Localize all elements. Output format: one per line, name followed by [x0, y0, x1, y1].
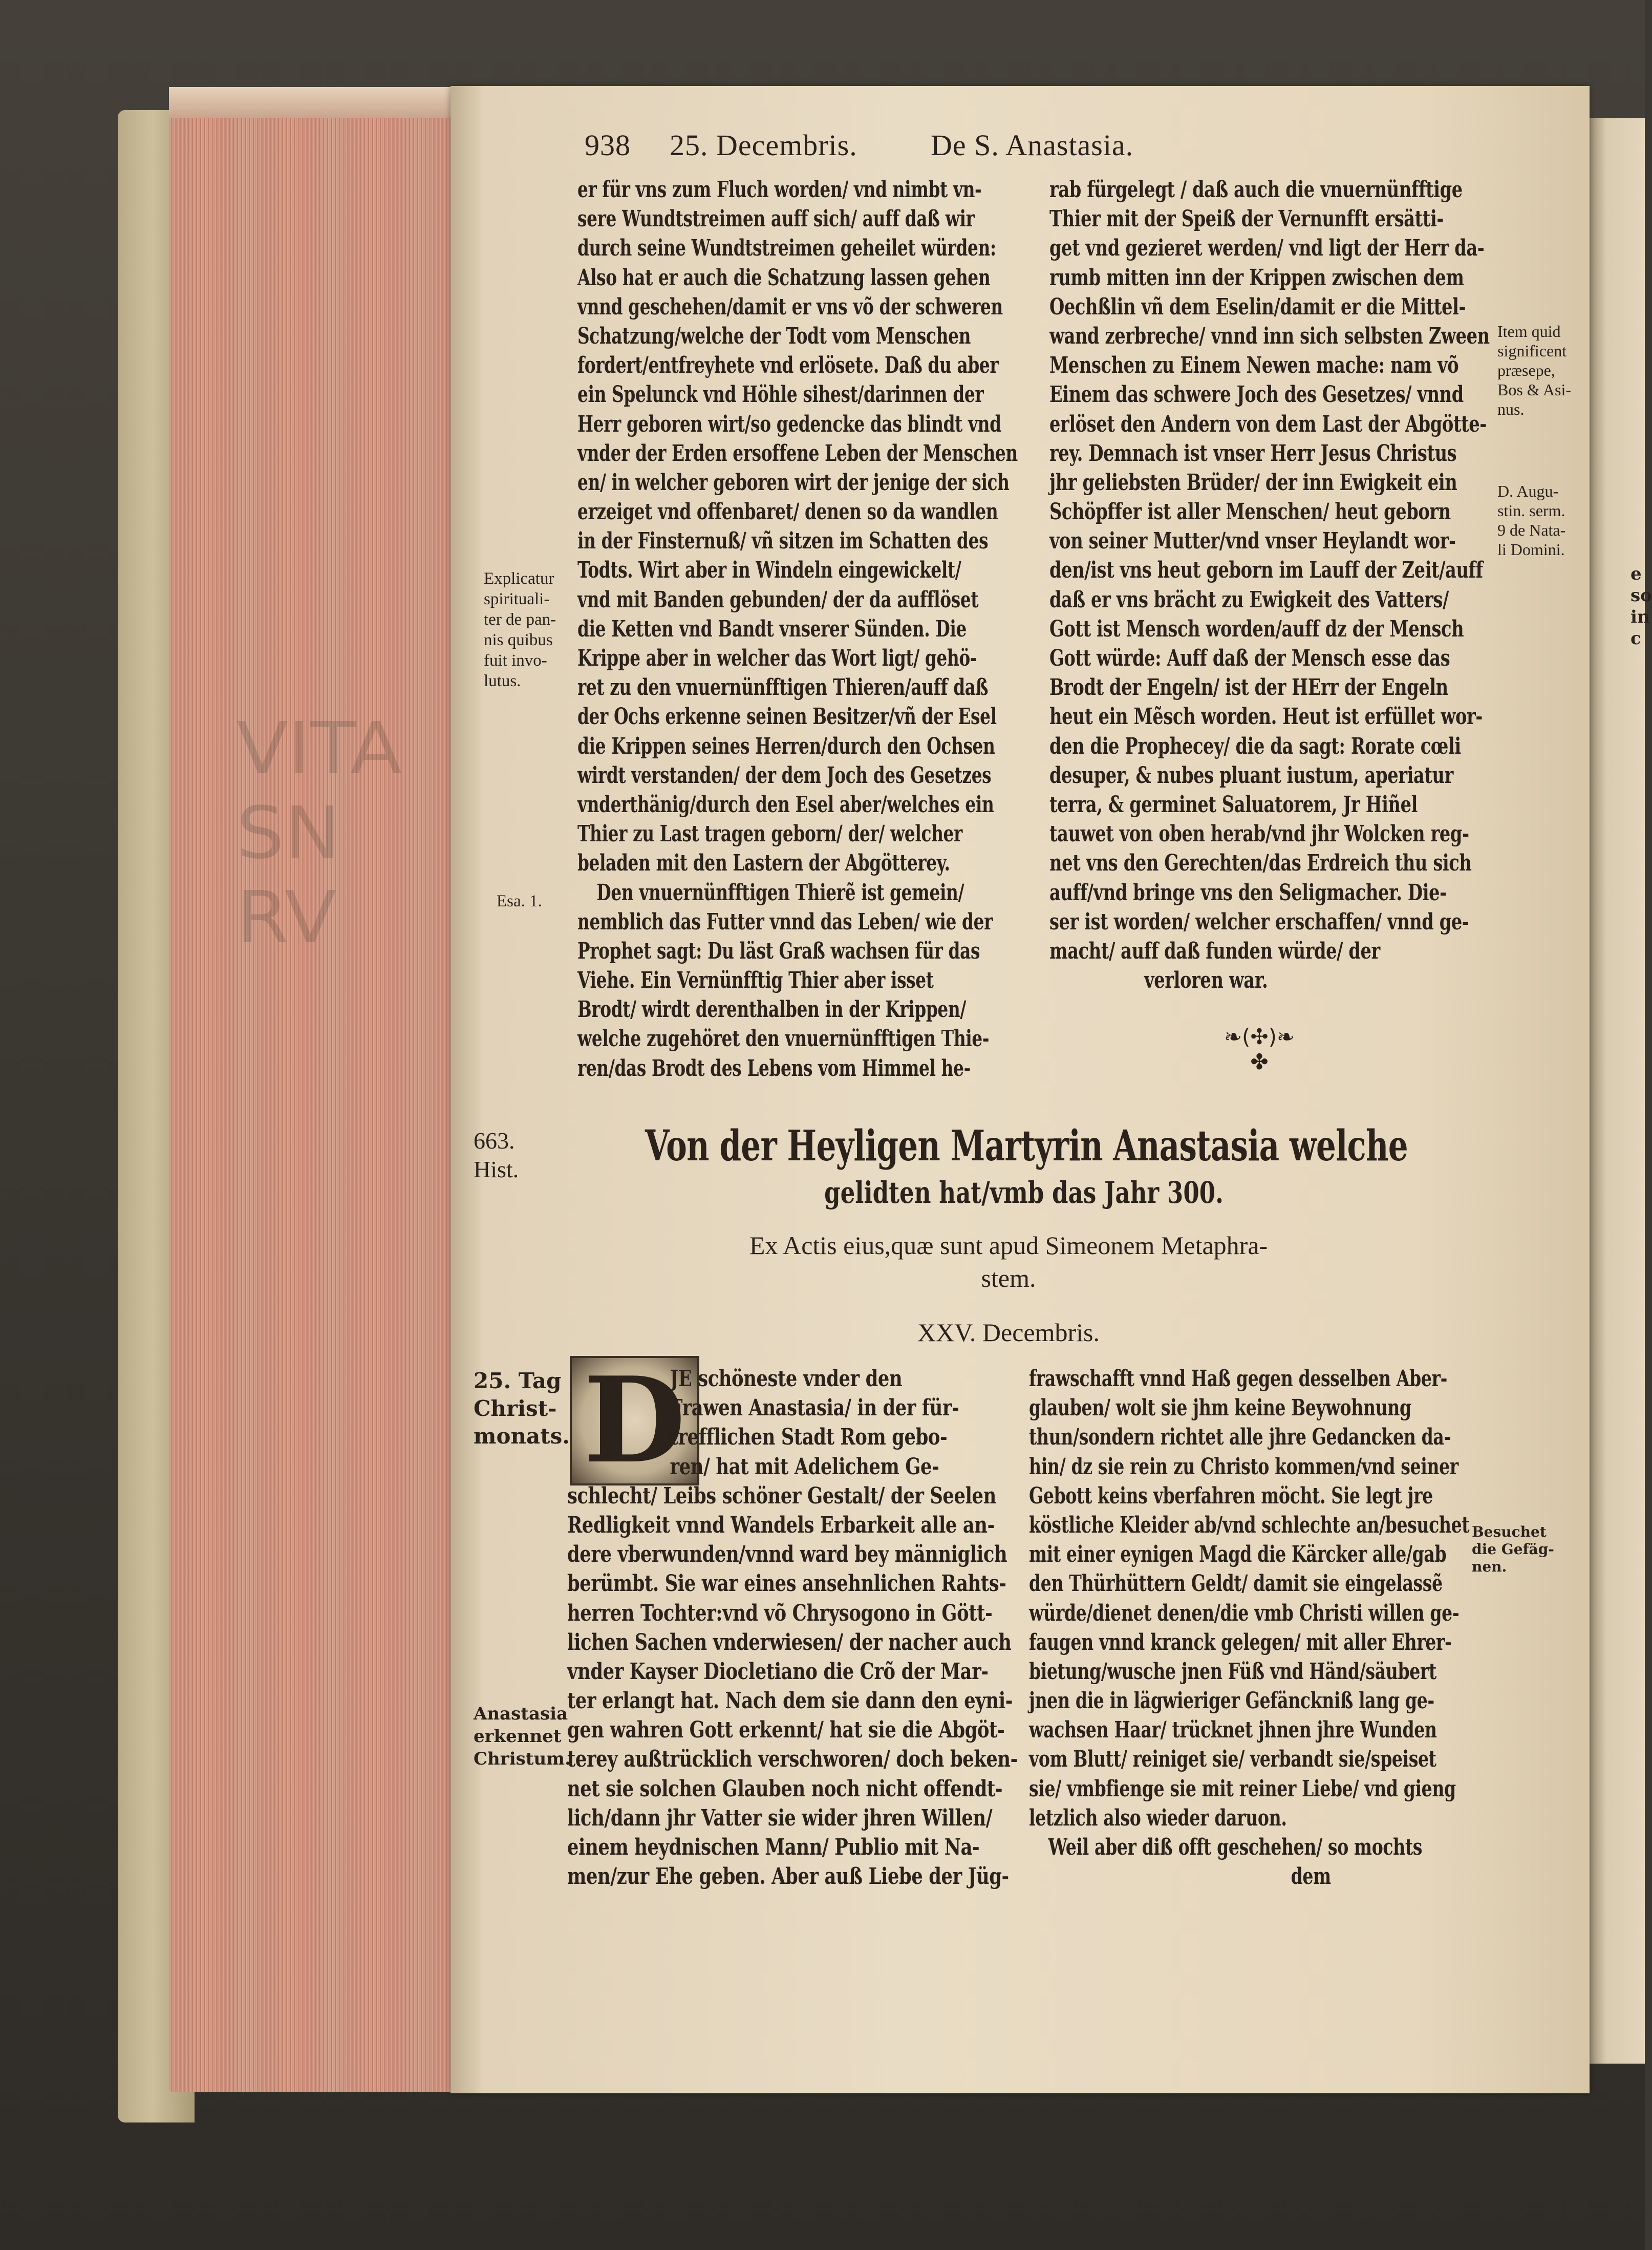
ornament-line: ❧(✣)❧: [1224, 1024, 1295, 1049]
text-line: desuper, & nubes pluant iustum, aperiatur: [1049, 762, 1453, 789]
text-line: Redligkeit vnnd Wandels Erbarkeit alle an-: [567, 1512, 995, 1538]
text-line: durch seine Wundtstreimen geheilet würden:: [577, 235, 996, 262]
margin-note-line: die Gefäg-: [1472, 1541, 1554, 1558]
ornament: [1183, 1024, 1336, 1074]
text-line: Prophet sagt: Du läst Graß wachsen für das: [577, 938, 980, 964]
margin-note-line: D. Augu-: [1497, 482, 1559, 500]
text-line: fordert/entfreyhete vnd erlösete. Daß du aber: [577, 352, 999, 379]
text-line: Krippe aber in welcher das Wort ligt/ gehö-: [577, 645, 977, 671]
text-line: vom Blutt/ reiniget sie/ verbandt sie/speiset: [1029, 1746, 1436, 1773]
text-line: mit einer eynigen Magd die Kärcker alle/gab: [1029, 1541, 1447, 1568]
dropcap-letter: D: [583, 1351, 686, 1490]
text-line: ser ist worden/ welcher erschaffen/ vnnd ge-: [1049, 908, 1469, 935]
margin-note-item-quid: [1497, 322, 1571, 419]
ornament-line: ✤: [1250, 1049, 1269, 1074]
text-line: welche zugehöret den vnuernünfftigen Thie-: [577, 1026, 990, 1052]
text-line: lichen Sachen vnderwiesen/ der nacher auch: [567, 1629, 1012, 1655]
text-line: sere Wundtstreimen auff sich/ auff daß wir: [577, 206, 975, 232]
text-line: nemblich das Futter vnnd das Leben/ wie der: [577, 908, 993, 935]
text-line: jhr geliebsten Brüder/ der inn Ewigkeit ein: [1049, 469, 1457, 496]
text-line: trefflichen Stadt Rom gebo-: [670, 1424, 948, 1451]
text-line: men/zur Ehe geben. Aber auß Liebe der Jüg-: [567, 1863, 1009, 1890]
text-line: bietung/wusche jnen Füß vnd Händ/säubert: [1029, 1658, 1436, 1685]
text-line: vnder der Erden ersoffene Leben der Menschen: [577, 440, 1018, 466]
facing-fragment: c: [1630, 628, 1641, 649]
date-line: XXV. Decembris.: [917, 1318, 1100, 1347]
text-line: Den vnuernünfftigen Thierẽ ist gemein/: [596, 879, 964, 906]
text-line: einem heydnischen Mann/ Publio mit Na-: [567, 1834, 980, 1860]
margin-note-line: nis quibus: [484, 631, 553, 649]
margin-note-line: 9 de Nata-: [1497, 521, 1566, 539]
text-line: den/ist vns heut geborn im Lauff der Zeit/auff: [1049, 557, 1483, 584]
text-line: beladen mit den Lastern der Abgötterey.: [577, 850, 950, 877]
margin-note-line: Bos & Asi-: [1497, 380, 1572, 399]
text-line: ren/das Brodt des Lebens vom Himmel he-: [577, 1055, 971, 1081]
text-line: Thier zu Last tragen geborn/ der/ welcher: [577, 821, 962, 847]
source-note: [676, 1229, 1341, 1294]
text-line: thun/sondern richtet alle jhre Gedancken da-: [1029, 1424, 1451, 1451]
margin-note-line: Christum.: [474, 1749, 571, 1769]
text-line: Einem das schwere Joch des Gesetzes/ vnnd: [1049, 381, 1464, 408]
margin-note-line: 663.: [474, 1128, 515, 1154]
text-line: Gott würde: Auff daß der Mensch esse das: [1049, 645, 1450, 671]
text-line: Menschen zu Einem Newen mache: nam võ: [1049, 352, 1459, 379]
text-line: Schatzung/welche der Todt vom Menschen: [577, 323, 971, 349]
text-line: Viehe. Ein Vernünfftig Thier aber isset: [577, 967, 934, 994]
facing-page: [1590, 118, 1652, 2064]
text-line: rey. Demnach ist vnser Herr Jesus Christus: [1049, 440, 1457, 466]
upper-left-column: [577, 175, 1018, 1083]
text-line: rumb mitten inn der Krippen zwischen dem: [1049, 264, 1464, 291]
lower-right-column: [1029, 1364, 1469, 1891]
text-line: Todts. Wirt aber in Windeln eingewickelt/: [577, 557, 961, 584]
text-line: verloren war.: [1144, 967, 1268, 994]
text-line: glauben/ wolt sie jhm keine Beywohnung: [1029, 1395, 1411, 1421]
margin-note-line: præsepe,: [1497, 361, 1555, 379]
text-line: die Krippen seines Herren/durch den Ochsen: [577, 733, 995, 759]
text-line: Schöpffer ist aller Menschen/ heut geborn: [1049, 499, 1451, 525]
text-line: Also hat er auch die Schatzung lassen gehen: [577, 264, 991, 291]
text-line: net sie solchen Glauben noch nicht offendt-: [567, 1775, 1003, 1802]
text-line: terey außtrücklich verschworen/ doch beken-: [567, 1746, 1018, 1773]
margin-note-line: lutus.: [484, 672, 521, 690]
source-line: Ex Actis eius,quæ sunt apud Simeonem Metaphra-: [749, 1231, 1268, 1260]
text-line: get vnd gezieret werden/ vnd ligt der Herr da-: [1049, 235, 1485, 262]
margin-note-line: 25. Tag: [474, 1368, 562, 1393]
text-line: en/ in welcher geboren wirt der jenige der sich: [577, 469, 1010, 496]
lower-left-column: [567, 1364, 1018, 1891]
margin-note-line: Besuchet: [1472, 1523, 1547, 1540]
source-line: stem.: [981, 1264, 1036, 1292]
text-line: vnder Kayser Diocletiano die Crõ der Mar-: [567, 1658, 989, 1685]
facing-fragment: so: [1630, 585, 1652, 606]
margin-note-line: Hist.: [474, 1156, 519, 1182]
text-line: herren Tochter:vnd võ Chrysogono in Gött-: [567, 1600, 993, 1626]
text-line: JE schöneste vnder den: [670, 1366, 903, 1392]
text-line: hin/ dz sie rein zu Christo kommen/vnd seiner: [1029, 1453, 1458, 1480]
margin-note-line: Anastasia: [474, 1704, 568, 1724]
page-edges-top: [169, 87, 463, 118]
text-line: Frawen Anastasia/ in der für-: [670, 1395, 959, 1421]
margin-note-explicatur: [484, 568, 556, 691]
running-title: De S. Anastasia.: [931, 129, 1134, 162]
margin-note-augustin: [1497, 481, 1565, 559]
text-line: wachsen Haar/ trücknet jhnen jhre Wunden: [1029, 1717, 1437, 1744]
margin-note-anastasia: [474, 1703, 571, 1770]
show-through-handwriting: VITA SN RV: [237, 707, 402, 960]
text-line: ret zu den vnuernünfftigen Thieren/auff daß: [577, 674, 989, 701]
text-line: auff/vnd bringe vns den Seligmacher. Die-: [1049, 879, 1447, 906]
text-line: Oechßlin vñ dem Eselin/damit er die Mittel-: [1049, 293, 1466, 320]
text-line: die Ketten vnd Bandt vnserer Sünden. Die: [577, 615, 967, 642]
facing-fragment: e: [1630, 564, 1642, 584]
text-line: würde/dienet denen/die vmb Christi willen ge-: [1029, 1600, 1460, 1626]
page-number: 938: [585, 129, 631, 162]
margin-note-line: fuit invo-: [484, 651, 547, 670]
margin-note-line: li Domini.: [1497, 540, 1565, 559]
text-line: ren/ hat mit Adelichem Ge-: [670, 1453, 939, 1480]
margin-note-line: nus.: [1497, 400, 1525, 418]
text-line: von seiner Mutter/vnd vnser Heylandt wor-: [1049, 528, 1456, 555]
margin-note-line: nen.: [1472, 1558, 1507, 1575]
text-line: rab fürgelegt / daß auch die vnuernünfftige: [1049, 177, 1463, 203]
text-line: Gott ist Mensch worden/auff dz der Mensch: [1049, 615, 1464, 642]
text-line: Thier mit der Speiß der Vernunfft ersätti-: [1049, 206, 1444, 232]
text-line: faugen vnnd kranck gelegen/ mit aller Ehrer-: [1029, 1629, 1452, 1655]
text-line: vnd mit Banden gebunden/ der da aufflöset: [577, 586, 979, 613]
facing-page-fragment-list: [1630, 563, 1652, 649]
text-line: der Ochs erkenne seinen Besitzer/vñ der Esel: [577, 704, 997, 730]
text-line: dem: [1291, 1863, 1331, 1890]
text-line: macht/ auff daß funden würde/ der: [1049, 938, 1380, 964]
text-line: dere vberwunden/vnnd ward bey männiglich: [567, 1541, 1007, 1568]
text-line: terra, & germinet Saluatorem, Jr Hiñel: [1049, 791, 1418, 818]
facing-fragment: in: [1630, 607, 1650, 627]
text-line: Gebott keins vberfahren möcht. Sie legt jre: [1029, 1482, 1433, 1509]
margin-note-line: Christ-: [474, 1396, 557, 1421]
text-line: frawschafft vnnd Haß gegen desselben Aber-: [1029, 1366, 1447, 1392]
text-line: heut ein Mẽsch worden. Heut ist erfüllet wor-: [1049, 704, 1483, 730]
text-line: ter erlangt hat. Nach dem sie dann den eyni-: [567, 1688, 1013, 1714]
text-line: wand zerbreche/ vnnd inn sich selbsten Zween: [1049, 323, 1490, 349]
text-line: daß er vns brächt zu Ewigkeit des Vatters/: [1049, 586, 1449, 613]
text-line: in der Finsternuß/ vñ sitzen im Schatten des: [577, 528, 989, 555]
text-line: sie/ vmbfienge sie mit reiner Liebe/ vnd gieng: [1029, 1775, 1456, 1802]
section-title: Von der Heyligen Martyrin Anastasia welche: [645, 1121, 1408, 1171]
text-line: berümbt. Sie war eines ansehnlichen Rahts-: [567, 1570, 1006, 1597]
text-line: vnnd geschehen/damit er vns võ der schweren: [577, 293, 1003, 320]
text-line: lich/dann jhr Vatter sie wider jhren Willen/: [567, 1805, 993, 1831]
margin-note-line: significent: [1497, 342, 1567, 360]
header-date: 25. Decembris.: [670, 129, 857, 162]
text-line: er für vns zum Fluch worden/ vnd nimbt vn-: [577, 177, 982, 203]
margin-note-line: spirituali-: [484, 590, 550, 608]
margin-note-line: erkennet: [474, 1726, 562, 1747]
text-line: Weil aber diß offt geschehen/ so mochts: [1048, 1834, 1423, 1860]
upper-right-column: [1049, 175, 1490, 995]
margin-note-line: monats.: [474, 1424, 570, 1449]
text-line: Brodt der Engeln/ ist der HErr der Engeln: [1049, 674, 1448, 701]
margin-note-line: ter de pan-: [484, 610, 556, 629]
text-line: gen wahren Gott erkennt/ hat sie die Abgöt-: [567, 1717, 1005, 1744]
margin-note-hist: [474, 1127, 519, 1184]
text-line: wirdt verstanden/ der dem Joch des Gesetzes: [577, 762, 992, 789]
text-line: letzlich also wieder daruon.: [1029, 1805, 1287, 1831]
text-line: vnderthänig/durch den Esel aber/welches ein: [577, 791, 994, 818]
text-line: den Thürhüttern Geldt/ damit sie eingelassẽ: [1029, 1570, 1443, 1597]
margin-note-besuchet: [1472, 1523, 1554, 1576]
text-line: schlecht/ Leibs schöner Gestalt/ der Seelen: [567, 1482, 996, 1509]
section-subtitle: gelidten hat/vmb das Jahr 300.: [824, 1175, 1224, 1210]
text-line: Brodt/ wirdt derenthalben in der Krippen/: [577, 996, 966, 1023]
text-line: net vns den Gerechten/das Erdreich thu sich: [1049, 850, 1472, 877]
text-line: erlöset den Andern von dem Last der Abgötte-: [1049, 411, 1487, 437]
margin-note-line: Item quid: [1497, 322, 1561, 341]
text-line: Herr geboren wirt/so gedencke das blindt vnd: [577, 411, 1001, 437]
text-line: tauwet von oben herab/vnd jhr Wolcken reg-: [1049, 821, 1469, 847]
text-line: den die Prophecey/ die da sagt: Rorate cœli: [1049, 733, 1461, 759]
margin-note-line: stin. serm.: [1497, 501, 1565, 520]
page-edges: [169, 87, 463, 2092]
margin-note-tag: [474, 1367, 570, 1450]
text-line: köstliche Kleider ab/vnd schlechte an/besuchet: [1029, 1512, 1470, 1538]
text-line: ein Spelunck vnd Höhle sihest/darinnen der: [577, 381, 984, 408]
margin-note-esa: Esa. 1.: [497, 892, 542, 910]
text-line: erzeiget vnd offenbaret/ denen so da wandlen: [577, 499, 998, 525]
text-line: jnen die in lägwieriger Gefänckniß lang ge-: [1029, 1688, 1434, 1714]
margin-note-line: Explicatur: [484, 569, 554, 588]
